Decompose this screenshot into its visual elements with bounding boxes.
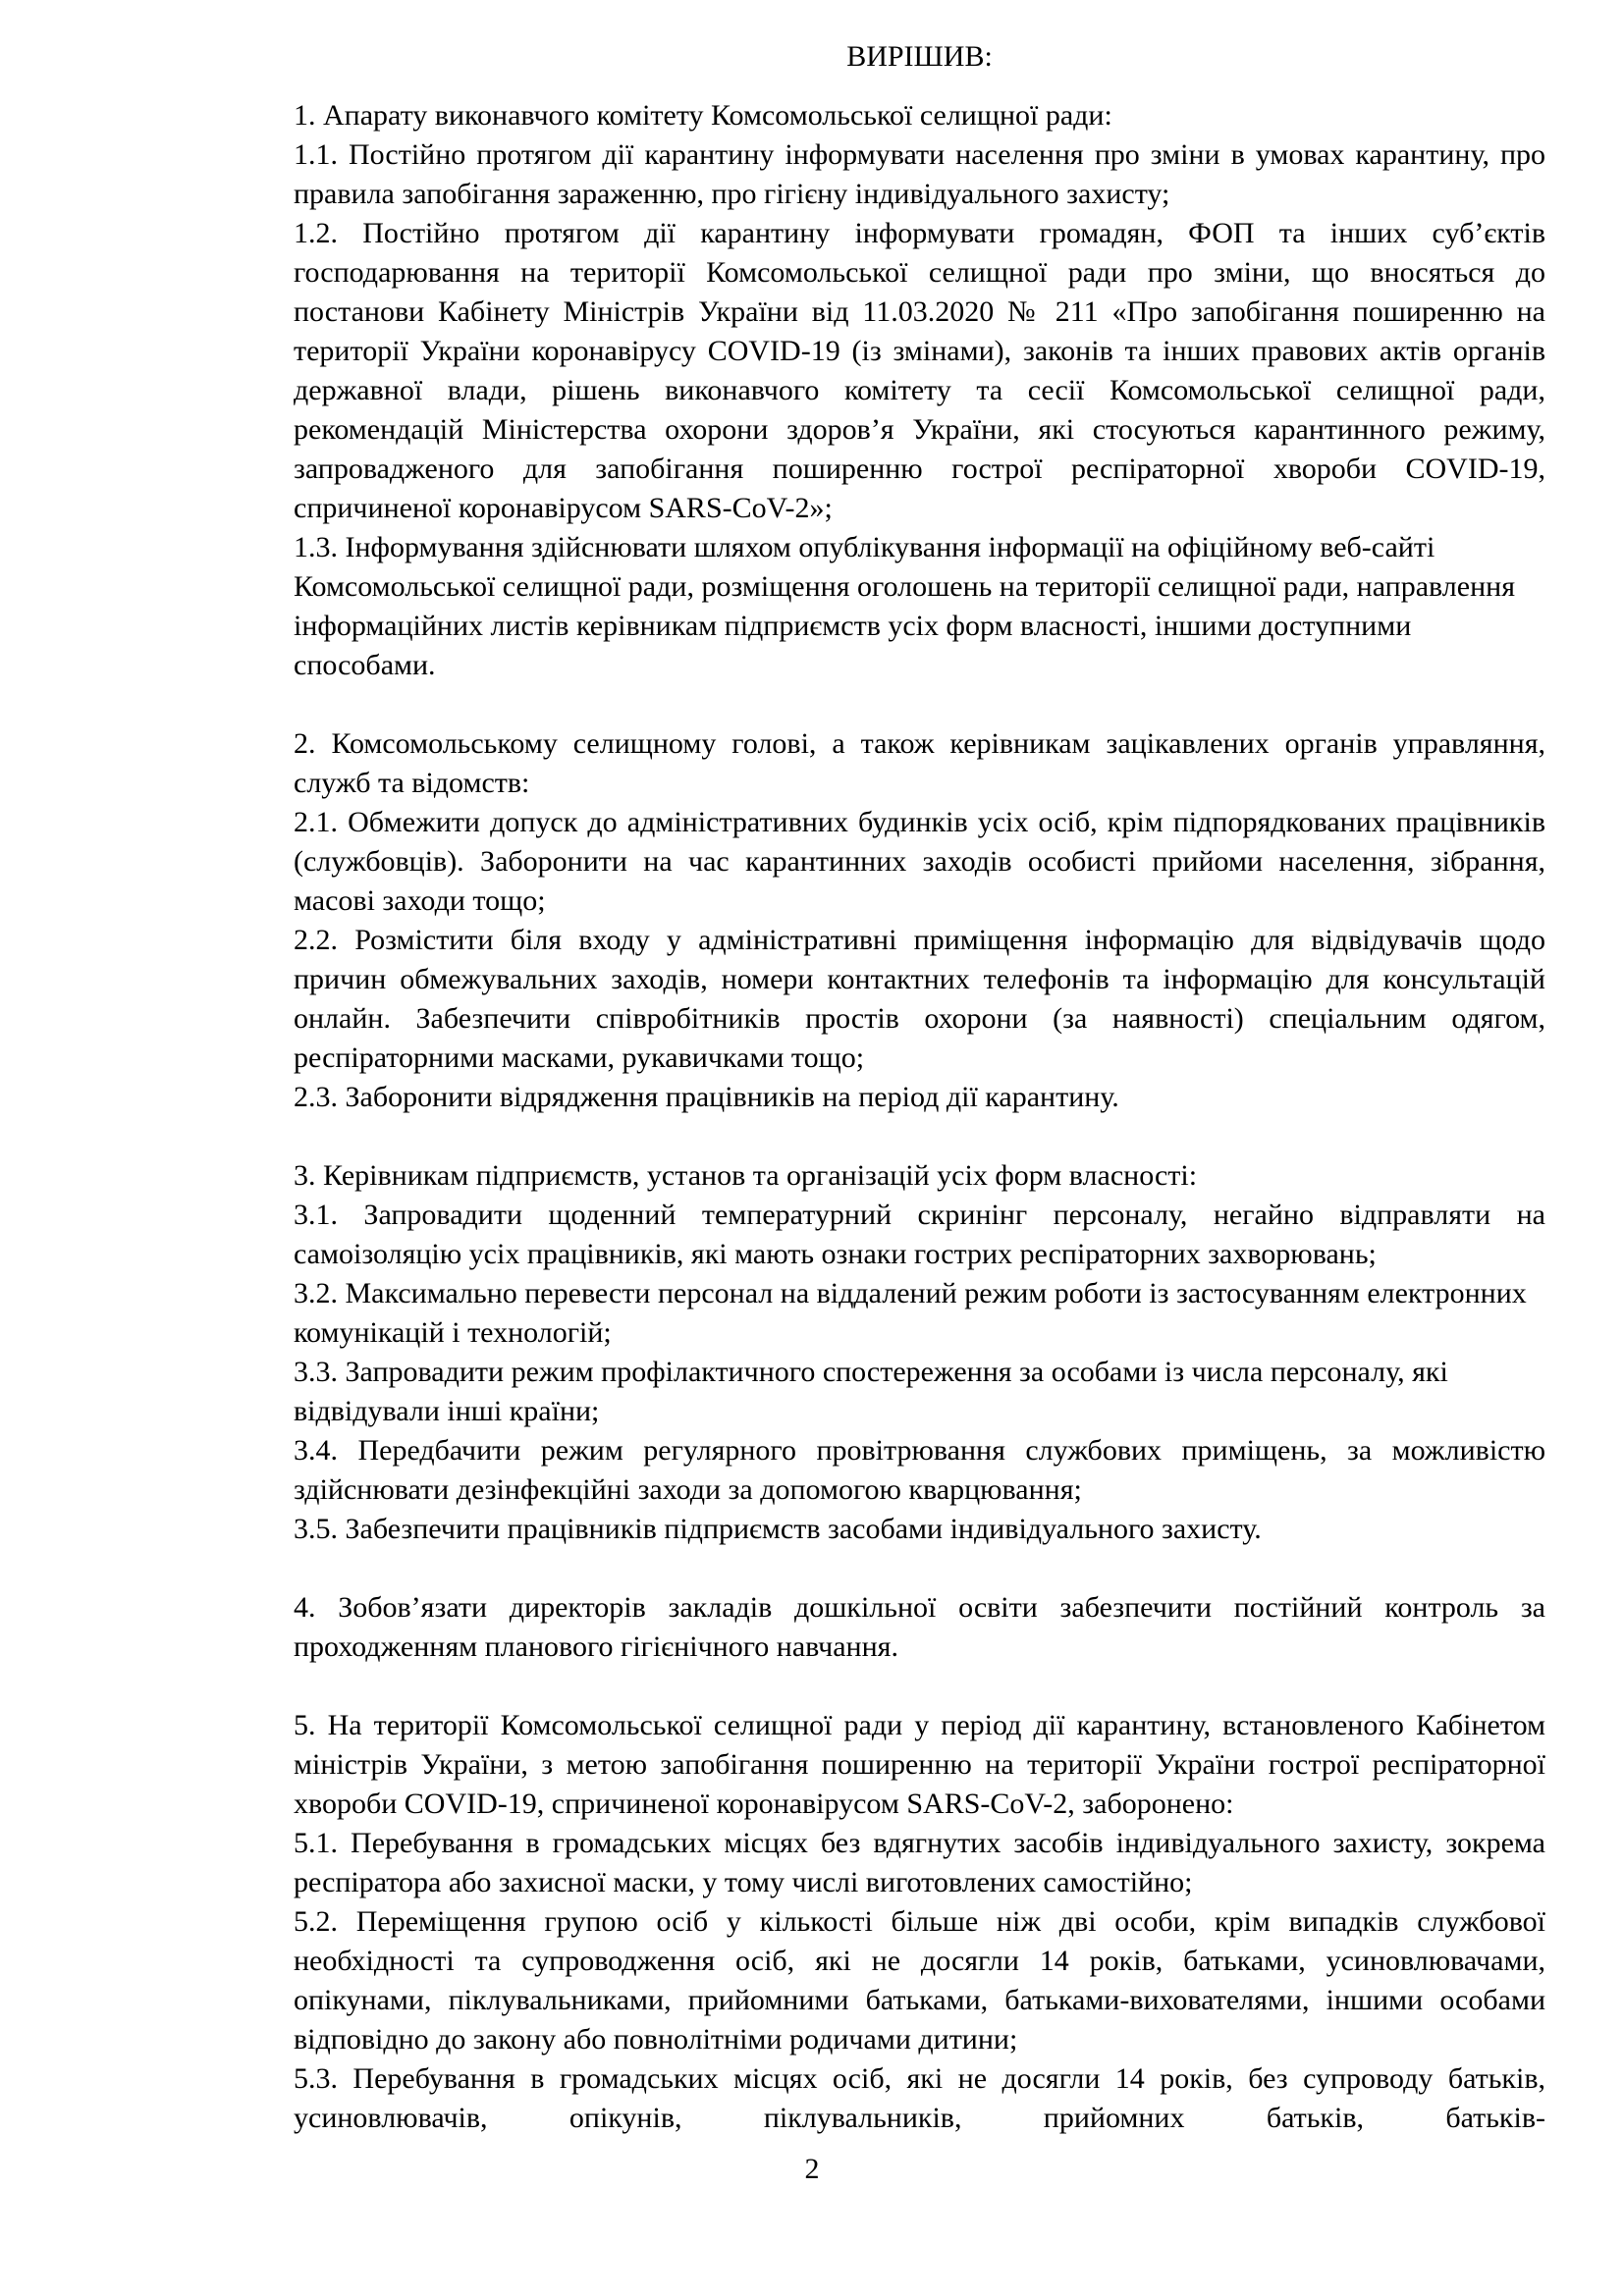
paragraph: 1.1. Постійно протягом дії карантину інформувати населення про зміни в умовах карантину, про правила запобігання зараженню, про гігієну індивідуального захисту; — [294, 138, 1545, 210]
section-2 — [294, 724, 1545, 1117]
paragraph: 3. Керівникам підприємств, установ та організацій усіх форм власності: — [294, 1159, 1198, 1192]
paragraph: 4. Зобов’язати директорів закладів дошкільної освіти забезпечити постійний контроль за проходженням планового гігієнічного навчання. — [294, 1591, 1545, 1663]
section-3 — [294, 1156, 1545, 1549]
paragraph: 2.1. Обмежити допуск до адміністративних будинків усіх осіб, крім підпорядкованих працівників (службовців). Заборонити на час карантинних заходів особисті прийоми населення, зібрання, масові заходи тощо; — [294, 806, 1545, 917]
decision-heading: ВИРІШИВ: — [846, 40, 993, 73]
section-4 — [294, 1588, 1545, 1667]
paragraph: 1.2. Постійно протягом дії карантину інформувати громадян, ФОП та інших суб’єктів господарювання на території Комсомольської селищної ради про зміни, що вносяться до постанови Кабінету Міністрів України від 11.03.2020 № 211 «Про запобігання поширенню на території України коронавірусу COVID-19 (із змінами), законів та інших правових актів органів державної влади, рішень виконавчого комітету та сесії Комсомольської селищної ради, рекомендацій Міністерства охорони здоров’я України, які стосуються карантинного режиму, запровадженого для запобігання поширенню гострої респіраторної хвороби COVID-19, спричиненої коронавірусом SARS-CoV-2»; — [294, 217, 1545, 524]
paragraph: 2. Комсомольському селищному голові, а також керівникам зацікавлених органів управляння, служб та відомств: — [294, 727, 1545, 799]
document-page — [294, 37, 1545, 2138]
decision-sections — [294, 96, 1545, 2138]
paragraph: 5. На території Комсомольської селищної ради у період дії карантину, встановленого Кабінетом міністрів України, з метою запобігання поширенню на території України гострої респіраторної хвороби COVID-19, спричиненої коронавірусом SARS-CoV-2, заборонено: — [294, 1709, 1545, 1820]
paragraph: 2.2. Розмістити біля входу у адміністративні приміщення інформацію для відвідувачів щодо причин обмежувальних заходів, номери контактних телефонів та інформацію для консультацій онлайн. Забезпечити співробітників простів охорони (за наявності) спеціальним одягом, респіраторними масками, рукавичками тощо; — [294, 924, 1545, 1074]
paragraph: 5.3. Перебування в громадських місцях осіб, які не досягли 14 років, без супроводу батьків, усиновлювачів, опікунів, піклувальників, прийомних батьків, батьків- — [294, 2062, 1545, 2134]
paragraph: 3.1. Запровадити щоденний температурний скринінг персоналу, негайно відправляти на самоізоляцію усіх працівників, які мають ознаки гострих респіраторних захворювань; — [294, 1199, 1545, 1270]
paragraph: 1. Апарату виконавчого комітету Комсомольської селищної ради: — [294, 99, 1112, 132]
paragraph: 1.3. Інформування здійснювати шляхом опублікування інформації на офіційному веб-сайті Комсомольської селищної ради, розміщення оголошень на території селищної ради, направлення інформаційних листів керівникам підприємств усіх форм власності, іншими доступними способами. — [294, 531, 1515, 681]
paragraph: 3.5. Забезпечити працівників підприємств засобами індивідуального захисту. — [294, 1513, 1262, 1545]
paragraph: 5.1. Перебування в громадських місцях без вдягнутих засобів індивідуального захисту, зокрема респіратора або захисної маски, у тому числі виготовлених самостійно; — [294, 1827, 1545, 1898]
section-1 — [294, 96, 1545, 685]
section-5 — [294, 1706, 1545, 2138]
paragraph: 3.4. Передбачити режим регулярного провітрювання службових приміщень, за можливістю здійснювати дезінфекційні заходи за допомогою кварцювання; — [294, 1434, 1545, 1506]
paragraph: 2.3. Заборонити відрядження працівників на період дії карантину. — [294, 1081, 1119, 1113]
paragraph: 3.2. Максимально перевести персонал на віддалений режим роботи із застосуванням електронних комунікацій і технологій; — [294, 1277, 1527, 1349]
page-number: 2 — [804, 2153, 820, 2185]
paragraph: 3.3. Запровадити режим профілактичного спостереження за особами із числа персоналу, які відвідували інші країни; — [294, 1356, 1448, 1427]
paragraph: 5.2. Переміщення групою осіб у кількості більше ніж дві особи, крім випадків службової необхідності та супроводження осіб, які не досягли 14 років, батьками, усиновлювачами, опікунами, піклувальниками, прийомними батьками, батьками-вихователями, іншими особами відповідно до закону або повнолітніми родичами дитини; — [294, 1905, 1545, 2056]
